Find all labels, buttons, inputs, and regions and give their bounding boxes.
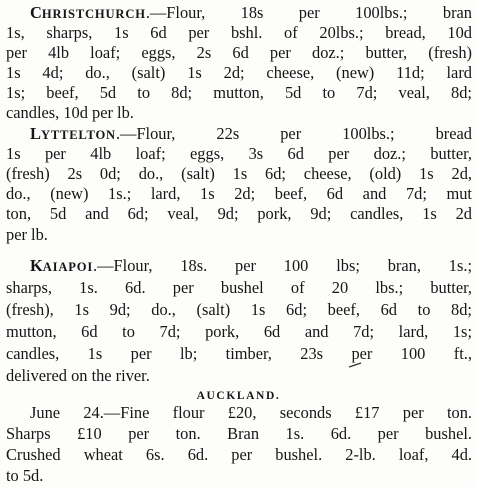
lyttelton-line-5: ton, 5d and 6d; veal, 9d; pork, 9d; candles, 1s 2d [6, 204, 472, 223]
kaiapoi-line-1: .—Flour, 18s. per 100 lbs; bran, 1s.; [93, 256, 472, 275]
christchurch-line-5: 1s; beef, 5d to 8d; mutton, 5d to 7d; veal, 8d; [6, 83, 472, 102]
lyttelton-place-name: YTTELTON [40, 128, 116, 142]
christchurch-line-4: 1s 4d; do., (salt) 1s 2d; cheese, (new) 11d; lard [6, 63, 472, 82]
christchurch-line-2: 1s, sharps, 1s 6d per bshl. of 20lbs.; bread, 10d [6, 23, 472, 42]
kaiapoi-line-6: delivered on the river. [6, 366, 150, 385]
kaiapoi-line-5: candles, 1s per lb; timber, 23s per 100 ft., [6, 344, 472, 363]
auckland-line-4: to 5d. [6, 466, 44, 485]
lyttelton-line-3: (fresh) 2s 0d; do., (salt) 1s 6d; cheese, (old) 1s 2d, [6, 164, 472, 183]
kaiapoi-first-line [30, 256, 472, 277]
auckland-line-1: June 24.—Fine flour £20, seconds £17 per ton. [30, 403, 472, 422]
auckland-heading: AUCKLAND. [196, 390, 281, 402]
kaiapoi-line-2: sharps, 1s. 6d. per bushel of 20 lbs.; butter, [6, 278, 472, 297]
christchurch-line-3: per 4lb loaf; eggs, 2s 6d per doz.; butter, (fresh) [6, 43, 472, 62]
lyttelton-line-1: .—Flour, 22s per 100lbs.; bread [115, 124, 472, 143]
christchurch-place-initial: C [30, 3, 42, 22]
lyttelton-line-2: 1s per 4lb loaf; eggs, 3s 6d per doz.; butter, [6, 144, 472, 163]
kaiapoi-place-name: AIAPOI [42, 260, 94, 274]
lyttelton-place-initial: L [30, 124, 41, 143]
kaiapoi-line-3: (fresh), 1s 9d; do., (salt) 1s 6d; beef, 6d to 8d; [6, 300, 472, 319]
christchurch-line-1: .—Flour, 18s per 100lbs.; bran [145, 3, 472, 22]
lyttelton-first-line [30, 124, 472, 145]
kaiapoi-line-4: mutton, 6d to 7d; pork, 6d and 7d; lard, 1s; [6, 322, 472, 341]
auckland-line-2: Sharps £10 per ton. Bran 1s. 6d. per bushel. [6, 424, 472, 443]
lyttelton-line-6: per lb. [6, 225, 48, 244]
christchurch-line-6: candles, 10d per lb. [6, 103, 134, 122]
lyttelton-line-4: do., (new) 1s.; lard, 1s 2d; beef, 6d and 7d; mut [6, 184, 472, 203]
christchurch-first-line [30, 3, 472, 24]
christchurch-place-name: HRISTCHURCH [41, 7, 146, 21]
kaiapoi-place-initial: K [30, 256, 43, 275]
ink-tick-mark [348, 362, 362, 368]
auckland-line-3: Crushed wheat 6s. 6d. per bushel. 2-lb. loaf, 4d. [6, 445, 472, 464]
